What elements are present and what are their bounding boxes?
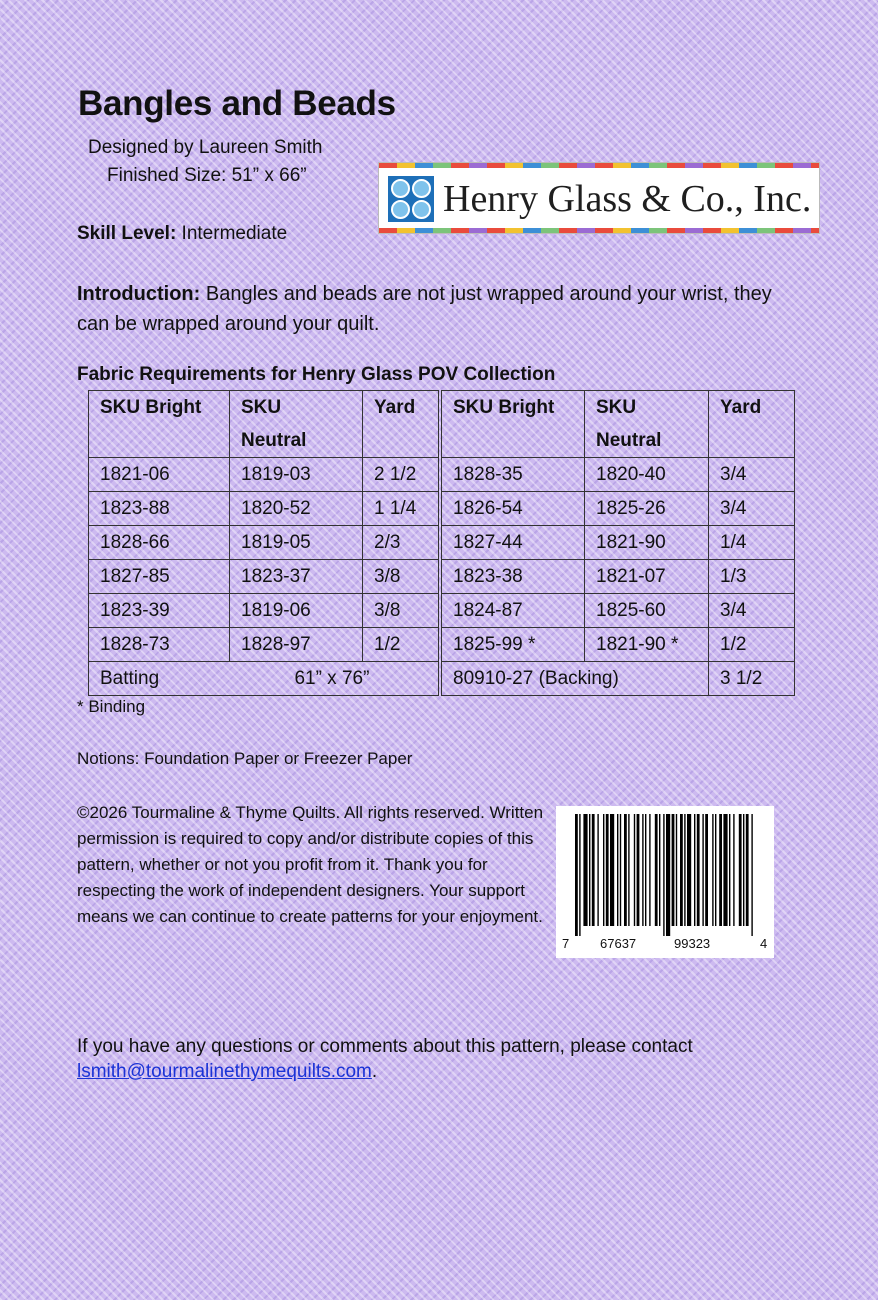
barcode-bar bbox=[663, 814, 664, 936]
contact-end: . bbox=[371, 1061, 378, 1082]
table-cell: 1821-06 bbox=[89, 458, 230, 492]
backing-label: 80910-27 (Backing) bbox=[442, 662, 709, 696]
table-row bbox=[89, 492, 795, 526]
barcode-bar bbox=[687, 814, 691, 926]
table-cell: 1823-38 bbox=[442, 560, 585, 594]
table-cell: 1823-88 bbox=[89, 492, 230, 526]
barcode-digit-right: 4 bbox=[760, 936, 768, 951]
skill-value: Intermediate bbox=[176, 223, 288, 244]
batting-cell bbox=[89, 662, 439, 696]
barcode-bar bbox=[645, 814, 646, 926]
barcode-bars bbox=[575, 814, 755, 936]
table-cell: 1828-73 bbox=[89, 628, 230, 662]
header-yard: Yard bbox=[709, 391, 795, 458]
table-row bbox=[89, 628, 795, 662]
barcode-bar bbox=[743, 814, 744, 926]
barcode-bar bbox=[712, 814, 713, 926]
table-cell: 1821-90 bbox=[585, 526, 709, 560]
table-cell: 1/3 bbox=[709, 560, 795, 594]
barcode-bar bbox=[592, 814, 595, 926]
barcode bbox=[556, 806, 774, 958]
table-cell: 1819-06 bbox=[230, 594, 363, 628]
barcode-bar bbox=[715, 814, 716, 926]
table-cell: 1820-52 bbox=[230, 492, 363, 526]
quilt-block-icon bbox=[388, 176, 434, 222]
barcode-bar bbox=[729, 814, 730, 926]
barcode-bar bbox=[694, 814, 695, 926]
batting-size: 61” x 76” bbox=[294, 668, 370, 689]
barcode-bar bbox=[680, 814, 683, 926]
table-row bbox=[89, 560, 795, 594]
table-cell: 3/8 bbox=[363, 560, 439, 594]
barcode-bar bbox=[723, 814, 727, 926]
table-row bbox=[89, 594, 795, 628]
header-sku-neutral: SKU Neutral bbox=[585, 391, 709, 458]
barcode-bar bbox=[746, 814, 749, 926]
table-cell: 1828-97 bbox=[230, 628, 363, 662]
barcode-bar bbox=[739, 814, 742, 926]
notions: Notions: Foundation Paper or Freezer Paper bbox=[77, 749, 413, 768]
table-cell: 1827-85 bbox=[89, 560, 230, 594]
barcode-bar bbox=[655, 814, 658, 926]
contact-email-link[interactable]: lsmith@tourmalinethymequilts.com bbox=[77, 1061, 372, 1082]
barcode-bar bbox=[672, 814, 675, 926]
table-cell: 1828-66 bbox=[89, 526, 230, 560]
barcode-bar bbox=[719, 814, 722, 926]
barcode-group-1: 67637 bbox=[600, 936, 637, 951]
barcode-bar bbox=[697, 814, 700, 926]
barcode-bar bbox=[634, 814, 635, 926]
table-cell: 3/4 bbox=[709, 458, 795, 492]
table-cell: 1819-03 bbox=[230, 458, 363, 492]
barcode-group-2: 99323 bbox=[674, 936, 711, 951]
table-row bbox=[89, 526, 795, 560]
header-sku-bright: SKU Bright bbox=[442, 391, 585, 458]
logo-stripe-top bbox=[379, 163, 819, 168]
page-title: Bangles and Beads bbox=[78, 84, 396, 123]
table-cell: 1826-54 bbox=[442, 492, 585, 526]
table-cell: 1824-87 bbox=[442, 594, 585, 628]
table-cell: 1821-07 bbox=[585, 560, 709, 594]
header-yard: Yard bbox=[363, 391, 439, 458]
barcode-bar bbox=[606, 814, 609, 926]
table-row-batting-backing bbox=[89, 662, 795, 696]
barcode-bar bbox=[610, 814, 614, 926]
barcode-bar bbox=[583, 814, 587, 926]
designer-credit: Designed by Laureen Smith bbox=[88, 137, 323, 158]
copyright-notice: ©2026 Tourmaline & Thyme Quilts. All rights reserved. Written permission is required to copy and/or distribute copies of this pattern, whether or not you profit from it. Thank you for respecting the work of independent designers. Your support means we can continue to create patterns for your enjoyment. bbox=[77, 803, 544, 926]
table-row bbox=[89, 458, 795, 492]
intro-label: Introduction: bbox=[77, 283, 201, 305]
table-cell: 1/2 bbox=[363, 628, 439, 662]
logo-stripe-bottom bbox=[379, 228, 819, 233]
logo-company-name: Henry Glass & Co., Inc. bbox=[443, 178, 812, 220]
table-cell: 1 1/4 bbox=[363, 492, 439, 526]
table-cell: 1825-99 * bbox=[442, 628, 585, 662]
table-cell: 1825-60 bbox=[585, 594, 709, 628]
table-cell: 3/8 bbox=[363, 594, 439, 628]
barcode-bar bbox=[676, 814, 677, 926]
skill-label: Skill Level: bbox=[77, 223, 177, 244]
barcode-bar bbox=[617, 814, 618, 926]
intro-text: Bangles and beads are not just wrapped around your wrist, they can be wrapped around your quilt. bbox=[77, 283, 772, 335]
barcode-bar bbox=[705, 814, 708, 926]
barcode-bar bbox=[589, 814, 590, 926]
backing-yard: 3 1/2 bbox=[709, 662, 795, 696]
barcode-digit-left: 7 bbox=[562, 936, 570, 951]
introduction bbox=[77, 279, 807, 339]
table-cell: 1/4 bbox=[709, 526, 795, 560]
barcode-bar bbox=[628, 814, 629, 926]
barcode-bar bbox=[649, 814, 650, 926]
henry-glass-logo bbox=[378, 162, 820, 234]
barcode-bar bbox=[624, 814, 627, 926]
barcode-bar bbox=[597, 814, 598, 926]
table-cell: 3/4 bbox=[709, 492, 795, 526]
binding-note: * Binding bbox=[77, 697, 146, 716]
table-cell: 1/2 bbox=[709, 628, 795, 662]
barcode-bar bbox=[579, 814, 580, 936]
contact-text: If you have any questions or comments about this pattern, please contact bbox=[77, 1036, 693, 1057]
batting-label: Batting bbox=[100, 668, 160, 689]
table-cell: 1819-05 bbox=[230, 526, 363, 560]
table-cell: 1828-35 bbox=[442, 458, 585, 492]
barcode-bar bbox=[642, 814, 643, 926]
barcode-bar bbox=[684, 814, 685, 926]
fabric-table-title: Fabric Requirements for Henry Glass POV Collection bbox=[77, 364, 556, 385]
table-cell: 1827-44 bbox=[442, 526, 585, 560]
barcode-bar bbox=[702, 814, 703, 926]
header-sku-neutral: SKU Neutral bbox=[230, 391, 363, 458]
fabric-requirements-table bbox=[88, 390, 795, 696]
barcode-bar bbox=[733, 814, 734, 926]
table-cell: 2/3 bbox=[363, 526, 439, 560]
barcode-bar bbox=[575, 814, 578, 936]
table-cell: 1821-90 * bbox=[585, 628, 709, 662]
table-cell: 2 1/2 bbox=[363, 458, 439, 492]
barcode-bar bbox=[620, 814, 621, 926]
barcode-bar bbox=[666, 814, 670, 936]
barcode-bar bbox=[659, 814, 660, 926]
barcode-bar bbox=[637, 814, 640, 926]
header-sku-bright: SKU Bright bbox=[89, 391, 230, 458]
table-cell: 1825-26 bbox=[585, 492, 709, 526]
table-cell: 1823-39 bbox=[89, 594, 230, 628]
table-cell: 3/4 bbox=[709, 594, 795, 628]
finished-size: Finished Size: 51” x 66” bbox=[107, 165, 307, 186]
table-cell: 1823-37 bbox=[230, 560, 363, 594]
barcode-bar bbox=[751, 814, 752, 936]
table-cell: 1820-40 bbox=[585, 458, 709, 492]
contact-info bbox=[77, 1034, 837, 1084]
table-header-row bbox=[89, 391, 795, 458]
barcode-bar bbox=[603, 814, 604, 926]
skill-level bbox=[77, 223, 287, 245]
